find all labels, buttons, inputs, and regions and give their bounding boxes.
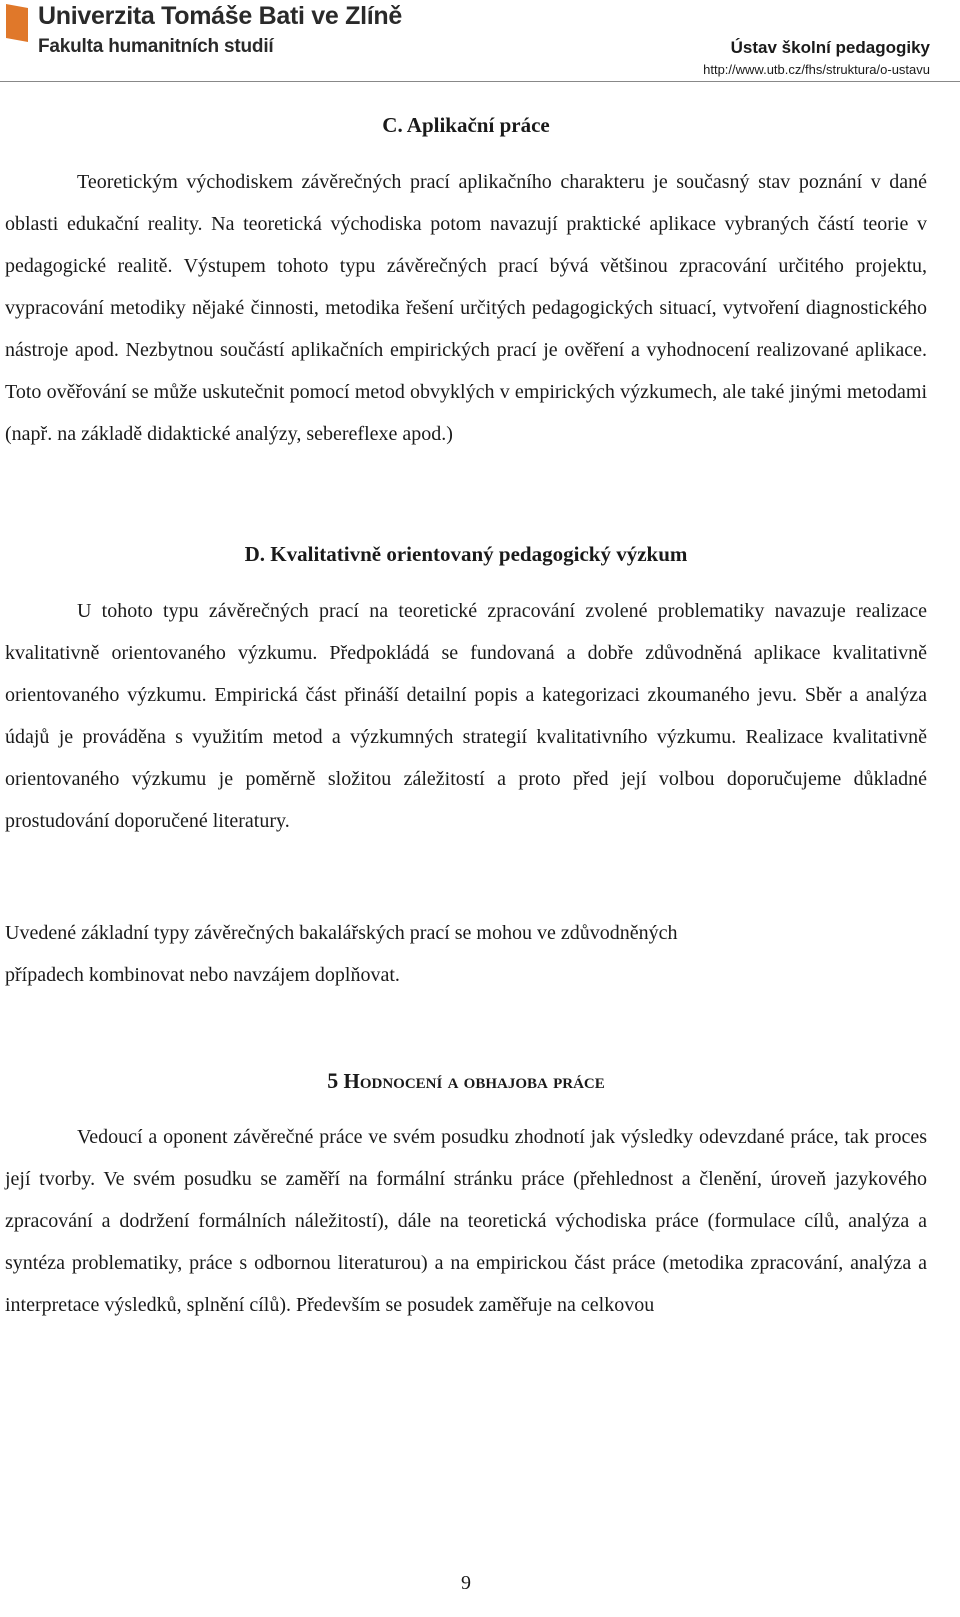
section-c-paragraph: Teoretickým východiskem závěrečných prací aplikačního charakteru je současný stav poznání v dané oblasti edukační reality. Na teoretická východiska potom navazují praktické aplikace vybraných částí teorie v pedagogické realitě. Výstupem tohoto typu závěrečných prací bývá většinou zpracování určitého projektu, vypracování metodiky nějaké činnosti, metodika řešení určitých pedagogických situací, vytvoření diagnostického nástroje apod. Nezbytnou součástí aplikačních empirických prací je ověření a vyhodnocení realizované aplikace. Toto ověřování se může uskutečnit pomocí metod obvyklých v empirických výzkumech, ale také jinými metodami (např. na základě didaktické analýzy, sebereflexe apod.)	[5, 171, 927, 445]
faculty-name: Fakulta humanitních studií	[38, 36, 274, 57]
page-header	[0, 0, 960, 84]
chapter-title: Hodnocení a obhajoba práce	[343, 1069, 605, 1093]
university-logo-icon	[6, 4, 28, 42]
section-d-paragraph: U tohoto typu závěrečných prací na teoretické zpracování zvolené problematiky navazuje realizace kvalitativně orientovaného výzkumu. Předpokládá se fundovaná a dobře zdůvodněná aplikace kvalitativně orientovaného výzkumu. Empirická část přináší detailní popis a kategorizaci zkoumaného jevu. Sběr a analýza údajů je prováděna s využitím metod a výzkumných strategií kvalitativního výzkumu. Realizace kvalitativně orientovaného výzkumu je poměrně složitou záležitostí a proto před její volbou doporučujeme důkladné prostudování doporučené literatury.	[5, 600, 927, 832]
header-divider	[0, 81, 960, 82]
summary-line-2: případech kombinovat nebo navzájem doplňovat.	[5, 964, 400, 986]
chapter-paragraph: Vedoucí a oponent závěrečné práce ve svém posudku zhodnotí jak výsledky odevzdané práce, tak proces její tvorby. Ve svém posudku se zaměří na formální stránku práce (přehlednost a členění, úroveň jazykového zpracování a dodržení formálních náležitostí), dále na teoretická východiska práce (formulace cílů, analýza a syntéza problematiky, práce s odbornou literaturou) a na empirickou část práce (metodika zpracování, analýza a interpretace výsledků, splnění cílů). Především se posudek zaměřuje na celkovou	[5, 1126, 927, 1316]
summary-line-1: Uvedené základní typy závěrečných bakalářských prací se mohou ve zdůvodněných	[5, 922, 678, 944]
chapter-number: 5	[327, 1068, 339, 1093]
summary-paragraph	[5, 912, 927, 996]
institute-url: http://www.utb.cz/fhs/struktura/o-ustavu	[703, 62, 930, 77]
section-d-title: D. Kvalitativně orientovaný pedagogický výzkum	[244, 542, 688, 566]
institute-name: Ústav školní pedagogiky	[730, 38, 930, 57]
page-number: 9	[461, 1572, 471, 1594]
section-c-title: C. Aplikační práce	[382, 113, 550, 137]
university-name: Univerzita Tomáše Bati ve Zlíně	[38, 2, 402, 30]
page-content	[5, 110, 927, 1326]
chapter-heading	[5, 1066, 927, 1096]
